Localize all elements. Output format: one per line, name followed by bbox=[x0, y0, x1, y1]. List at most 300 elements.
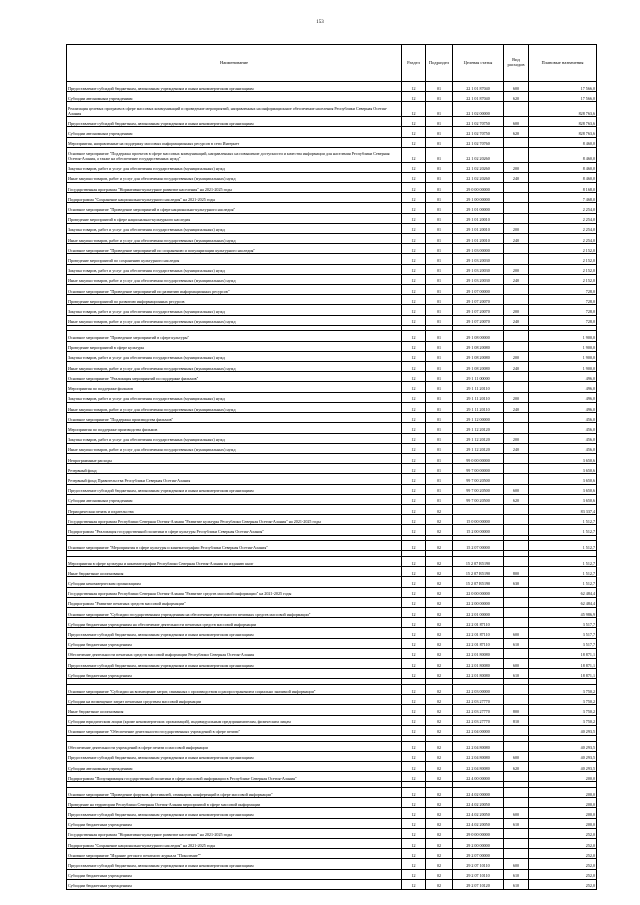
cell-section: 12 bbox=[402, 274, 426, 284]
cell-subsection: 01 bbox=[426, 285, 453, 295]
cell-name: Закупка товаров, работ и услуг для обеспечения государственных (муниципальных) нужд bbox=[67, 392, 402, 402]
cell-subsection: 02 bbox=[426, 762, 453, 772]
cell-target-article: 22 2 01 80080 bbox=[453, 658, 504, 668]
table-row bbox=[67, 127, 597, 137]
cell-section: 12 bbox=[402, 808, 426, 818]
cell-amount: 3 650,6 bbox=[529, 484, 597, 494]
cell-target-article: 29 1 01 20010 bbox=[453, 213, 504, 223]
cell-expense-type bbox=[504, 464, 529, 474]
cell-subsection: 02 bbox=[426, 741, 453, 751]
cell-target-article: 99 7 00 00000 bbox=[453, 464, 504, 474]
cell-section: 12 bbox=[402, 127, 426, 137]
table-row bbox=[67, 618, 597, 628]
cell-amount: 200,0 bbox=[529, 772, 597, 782]
cell-name: Субсидии автономным учреждениям bbox=[67, 127, 402, 137]
cell-expense-type bbox=[504, 413, 529, 423]
cell-amount: 1 900,0 bbox=[529, 362, 597, 372]
cell-subsection: 02 bbox=[426, 669, 453, 679]
cell-amount: 40 293,5 bbox=[529, 751, 597, 761]
cell-section: 12 bbox=[402, 117, 426, 127]
table-row bbox=[67, 285, 597, 295]
cell-name: Иные бюджетные ассигнования bbox=[67, 567, 402, 577]
cell-expense-type bbox=[504, 382, 529, 392]
table-row bbox=[67, 839, 597, 849]
cell-expense-type bbox=[504, 137, 529, 147]
cell-name: Закупка товаров, работ и услуг для обеспечения государственных (муниципальных) нужд bbox=[67, 223, 402, 233]
cell-amount: 1 900,0 bbox=[529, 341, 597, 351]
cell-target-article: 15 2 00 00000 bbox=[453, 525, 504, 535]
cell-name: Закупка товаров, работ и услуг для обеспечения государственных (муниципальных) нужд bbox=[67, 305, 402, 315]
cell-section: 12 bbox=[402, 443, 426, 453]
table-row bbox=[67, 305, 597, 315]
cell-expense-type bbox=[504, 515, 529, 525]
cell-amount: 17 566,0 bbox=[529, 92, 597, 102]
cell-amount: 2 152,0 bbox=[529, 264, 597, 274]
cell-target-article: 22 1 02 20260 bbox=[453, 162, 504, 172]
cell-section: 12 bbox=[402, 618, 426, 628]
cell-subsection: 01 bbox=[426, 305, 453, 315]
cell-subsection: 02 bbox=[426, 828, 453, 838]
cell-expense-type bbox=[504, 331, 529, 341]
table-row bbox=[67, 102, 597, 117]
table-row bbox=[67, 362, 597, 372]
table-row bbox=[67, 808, 597, 818]
cell-expense-type: 610 bbox=[504, 879, 529, 889]
cell-subsection: 01 bbox=[426, 137, 453, 147]
cell-target-article: 29 2 07 10110 bbox=[453, 859, 504, 869]
table-row bbox=[67, 556, 597, 566]
cell-expense-type: 200 bbox=[504, 162, 529, 172]
cell-name: Предоставление субсидий бюджетным, автономным учреждениям и иным некоммерческим организациям bbox=[67, 658, 402, 668]
table-row bbox=[67, 772, 597, 782]
cell-subsection: 02 bbox=[426, 504, 453, 514]
table-row bbox=[67, 264, 597, 274]
cell-name: Иные закупки товаров, работ и услуг для обеспечения государственных (муниципальных) нужд bbox=[67, 315, 402, 325]
cell-name: Иные закупки товаров, работ и услуг для обеспечения государственных (муниципальных) нужд bbox=[67, 443, 402, 453]
cell-name: Предоставление субсидий бюджетным, автономным учреждениям и иным некоммерческим организациям bbox=[67, 751, 402, 761]
cell-name: Государственная программа Республики Северная Осетия-Алания "Развитие средств массовой информации" на 2021-2025 годы bbox=[67, 587, 402, 597]
cell-amount: 200,0 bbox=[529, 808, 597, 818]
page-number: 153 bbox=[316, 20, 324, 25]
cell-target-article: 29 1 03 20030 bbox=[453, 264, 504, 274]
cell-target-article: 29 1 01 20010 bbox=[453, 234, 504, 244]
cell-subsection: 01 bbox=[426, 423, 453, 433]
cell-subsection: 02 bbox=[426, 859, 453, 869]
cell-target-article: 22 2 00 00000 bbox=[453, 597, 504, 607]
cell-subsection: 02 bbox=[426, 577, 453, 587]
cell-section: 12 bbox=[402, 725, 426, 735]
cell-target-article: 22 1 01 87040 bbox=[453, 92, 504, 102]
cell-target-article: 22 1 01 87040 bbox=[453, 82, 504, 92]
cell-name: Подпрограмма "Сохранение национально-культурного наследия" на 2021-2025 годы bbox=[67, 193, 402, 203]
cell-section: 12 bbox=[402, 413, 426, 423]
cell-name: Иные закупки товаров, работ и услуг для обеспечения государственных (муниципальных) нужд bbox=[67, 274, 402, 284]
cell-amount: 1 512,7 bbox=[529, 577, 597, 587]
cell-section: 12 bbox=[402, 762, 426, 772]
table-row bbox=[67, 669, 597, 679]
table-row bbox=[67, 577, 597, 587]
cell-amount: 40 293,5 bbox=[529, 725, 597, 735]
cell-subsection: 01 bbox=[426, 234, 453, 244]
table-row bbox=[67, 849, 597, 859]
cell-amount: 3 517,7 bbox=[529, 628, 597, 638]
cell-name: Закупка товаров, работ и услуг для обеспечения государственных (муниципальных) нужд bbox=[67, 433, 402, 443]
cell-target-article: 22 0 00 00000 bbox=[453, 587, 504, 597]
cell-name: Субсидии юридическим лицам (кроме некоммерческих организаций), индивидуальным предпринимателям, физическим лицам bbox=[67, 715, 402, 725]
cell-expense-type bbox=[504, 102, 529, 117]
cell-section: 12 bbox=[402, 695, 426, 705]
cell-target-article: 22 4 02 00000 bbox=[453, 788, 504, 798]
cell-expense-type: 630 bbox=[504, 577, 529, 587]
cell-amount: 17 566,0 bbox=[529, 82, 597, 92]
cell-name: Основное мероприятие "Проведение форумов, фестивалей, семинаров, конференций в сфере массовой информации" bbox=[67, 788, 402, 798]
cell-expense-type bbox=[504, 828, 529, 838]
cell-section: 12 bbox=[402, 234, 426, 244]
cell-name: Предоставление субсидий бюджетным, автономным учреждениям и иным некоммерческим организациям bbox=[67, 859, 402, 869]
cell-section: 12 bbox=[402, 515, 426, 525]
table-row bbox=[67, 541, 597, 551]
cell-amount: 8 168,0 bbox=[529, 183, 597, 193]
cell-expense-type bbox=[504, 839, 529, 849]
cell-name: Субсидии бюджетным учреждениям bbox=[67, 879, 402, 889]
cell-subsection: 01 bbox=[426, 484, 453, 494]
cell-expense-type bbox=[504, 648, 529, 658]
cell-section: 12 bbox=[402, 474, 426, 484]
cell-expense-type bbox=[504, 244, 529, 254]
table-row bbox=[67, 315, 597, 325]
table-row bbox=[67, 685, 597, 695]
table-row bbox=[67, 567, 597, 577]
cell-name: Иные закупки товаров, работ и услуг для обеспечения государственных (муниципальных) нужд bbox=[67, 402, 402, 412]
cell-target-article: 29 1 03 00000 bbox=[453, 244, 504, 254]
cell-subsection: 02 bbox=[426, 515, 453, 525]
table-row bbox=[67, 254, 597, 264]
cell-target-article: 15 2 07 R5190 bbox=[453, 556, 504, 566]
cell-expense-type bbox=[504, 372, 529, 382]
cell-target-article: 99 7 00 20500 bbox=[453, 494, 504, 504]
cell-expense-type: 240 bbox=[504, 315, 529, 325]
table-row bbox=[67, 193, 597, 203]
cell-name: Обеспечение деятельности печатных средств массовой информации Республики Северная Осетия-Алания bbox=[67, 648, 402, 658]
cell-amount: 200,0 bbox=[529, 798, 597, 808]
cell-target-article: 15 0 00 00000 bbox=[453, 515, 504, 525]
cell-subsection: 02 bbox=[426, 648, 453, 658]
cell-subsection: 02 bbox=[426, 849, 453, 859]
cell-section: 12 bbox=[402, 648, 426, 658]
cell-name: Субсидии на возмещение затрат печатным средствам массовой информации bbox=[67, 695, 402, 705]
table-header-row bbox=[67, 45, 597, 82]
cell-name: Подпрограмма "Популяризация государственной политики в сфере массовой информации в Республике Северная Осетия-Алания" bbox=[67, 772, 402, 782]
cell-amount: 728,0 bbox=[529, 295, 597, 305]
cell-subsection: 02 bbox=[426, 725, 453, 735]
cell-expense-type: 620 bbox=[504, 92, 529, 102]
cell-amount: 3 650,6 bbox=[529, 474, 597, 484]
cell-target-article bbox=[453, 504, 504, 514]
cell-name: Подпрограмма "Реализация государственной политики в сфере культуры Республики Северная Осетия-Алания" bbox=[67, 525, 402, 535]
cell-name: Периодическая печать и издательства bbox=[67, 504, 402, 514]
cell-subsection: 01 bbox=[426, 244, 453, 254]
cell-target-article: 29 2 00 00000 bbox=[453, 839, 504, 849]
cell-expense-type bbox=[504, 556, 529, 566]
cell-subsection: 01 bbox=[426, 127, 453, 137]
cell-subsection: 02 bbox=[426, 715, 453, 725]
cell-section: 12 bbox=[402, 147, 426, 162]
table-row bbox=[67, 515, 597, 525]
cell-name: Субсидии автономным учреждениям bbox=[67, 494, 402, 504]
cell-target-article: 22 1 02 70750 bbox=[453, 117, 504, 127]
cell-target-article: 22 2 03 27770 bbox=[453, 715, 504, 725]
cell-expense-type bbox=[504, 183, 529, 193]
cell-amount: 3 750,2 bbox=[529, 685, 597, 695]
cell-expense-type bbox=[504, 474, 529, 484]
cell-target-article: 22 1 02 20260 bbox=[453, 147, 504, 162]
cell-section: 12 bbox=[402, 331, 426, 341]
cell-expense-type: 620 bbox=[504, 127, 529, 137]
cell-amount: 456,0 bbox=[529, 433, 597, 443]
table-row bbox=[67, 295, 597, 305]
cell-name: Основное мероприятие "Поддержка проектов в сфере массовых коммуникаций, направленных на повышение доступности и качества информации для населения Республики Северная Осетия-Алания, а также на обеспечение государственных нужд" bbox=[67, 147, 402, 162]
cell-target-article: 29 2 07 00000 bbox=[453, 849, 504, 859]
cell-amount: 8 460,0 bbox=[529, 147, 597, 162]
budget-table bbox=[66, 44, 597, 890]
cell-subsection: 01 bbox=[426, 162, 453, 172]
cell-expense-type: 240 bbox=[504, 234, 529, 244]
cell-amount: 828 763,6 bbox=[529, 102, 597, 117]
cell-name: Основное мероприятие "Проведение мероприятий по сохранению и популяризации культурного наследия" bbox=[67, 244, 402, 254]
cell-name: Основное мероприятие "Мероприятия в сфере культуры и кинематографии Республики Северная Осетия-Алания" bbox=[67, 541, 402, 551]
cell-amount: 2 254,0 bbox=[529, 213, 597, 223]
cell-target-article: 22 2 01 80080 bbox=[453, 648, 504, 658]
cell-subsection: 01 bbox=[426, 213, 453, 223]
cell-amount: 40 293,5 bbox=[529, 762, 597, 772]
cell-name: Реализация целевых программ в сфере массовых коммуникаций и проведение мероприятий, направленных на информационное обеспечение населения Республики Северная Осетия-Алания bbox=[67, 102, 402, 117]
cell-section: 12 bbox=[402, 541, 426, 551]
table-row bbox=[67, 274, 597, 284]
table-row bbox=[67, 525, 597, 535]
cell-target-article: 29 0 00 00000 bbox=[453, 828, 504, 838]
cell-name: Закупка товаров, работ и услуг для обеспечения государственных (муниципальных) нужд bbox=[67, 162, 402, 172]
header-target-article: Целевая статья bbox=[453, 45, 504, 82]
cell-target-article: 29 1 01 00000 bbox=[453, 203, 504, 213]
cell-name: Основное мероприятие "Проведение мероприятий по развитию информационных ресурсов" bbox=[67, 285, 402, 295]
table-row bbox=[67, 818, 597, 828]
cell-name: Субсидии бюджетным учреждениям на обеспечение деятельности печатных средств массовой информации bbox=[67, 618, 402, 628]
table-row bbox=[67, 705, 597, 715]
cell-name: Иные бюджетные ассигнования bbox=[67, 705, 402, 715]
cell-expense-type bbox=[504, 772, 529, 782]
cell-expense-type bbox=[504, 147, 529, 162]
cell-expense-type: 240 bbox=[504, 172, 529, 182]
cell-target-article: 29 1 11 20110 bbox=[453, 392, 504, 402]
cell-subsection: 02 bbox=[426, 658, 453, 668]
cell-section: 12 bbox=[402, 305, 426, 315]
cell-subsection: 01 bbox=[426, 223, 453, 233]
cell-section: 12 bbox=[402, 504, 426, 514]
cell-subsection: 01 bbox=[426, 443, 453, 453]
cell-section: 12 bbox=[402, 315, 426, 325]
cell-subsection: 02 bbox=[426, 798, 453, 808]
cell-section: 12 bbox=[402, 244, 426, 254]
cell-expense-type bbox=[504, 849, 529, 859]
cell-expense-type: 200 bbox=[504, 433, 529, 443]
cell-expense-type bbox=[504, 203, 529, 213]
table-row bbox=[67, 751, 597, 761]
table-row bbox=[67, 392, 597, 402]
cell-amount: 3 650,6 bbox=[529, 494, 597, 504]
cell-subsection: 02 bbox=[426, 618, 453, 628]
cell-subsection: 01 bbox=[426, 433, 453, 443]
cell-expense-type: 600 bbox=[504, 484, 529, 494]
cell-section: 12 bbox=[402, 828, 426, 838]
cell-subsection: 01 bbox=[426, 402, 453, 412]
cell-amount: 496,0 bbox=[529, 382, 597, 392]
cell-name: Субсидии автономным учреждениям bbox=[67, 92, 402, 102]
cell-section: 12 bbox=[402, 685, 426, 695]
cell-subsection: 01 bbox=[426, 295, 453, 305]
cell-target-article: 29 1 03 20030 bbox=[453, 274, 504, 284]
cell-section: 12 bbox=[402, 382, 426, 392]
cell-amount: 18 871,1 bbox=[529, 669, 597, 679]
table-row bbox=[67, 223, 597, 233]
cell-subsection: 02 bbox=[426, 607, 453, 617]
cell-section: 12 bbox=[402, 849, 426, 859]
cell-section: 12 bbox=[402, 433, 426, 443]
cell-amount: 200,0 bbox=[529, 788, 597, 798]
cell-amount: 252,0 bbox=[529, 879, 597, 889]
cell-section: 12 bbox=[402, 788, 426, 798]
cell-expense-type: 610 bbox=[504, 669, 529, 679]
cell-name: Закупка товаров, работ и услуг для обеспечения государственных (муниципальных) нужд bbox=[67, 264, 402, 274]
cell-expense-type: 610 bbox=[504, 818, 529, 828]
cell-subsection: 01 bbox=[426, 274, 453, 284]
cell-target-article: 22 1 02 70750 bbox=[453, 127, 504, 137]
cell-expense-type: 610 bbox=[504, 869, 529, 879]
cell-target-article: 15 2 07 00000 bbox=[453, 541, 504, 551]
cell-amount: 728,0 bbox=[529, 315, 597, 325]
cell-subsection: 01 bbox=[426, 413, 453, 423]
cell-amount: 252,0 bbox=[529, 828, 597, 838]
table-row bbox=[67, 117, 597, 127]
cell-target-article: 29 1 12 20120 bbox=[453, 443, 504, 453]
cell-target-article: 29 0 00 00000 bbox=[453, 183, 504, 193]
table-row bbox=[67, 213, 597, 223]
table-row bbox=[67, 341, 597, 351]
table-row bbox=[67, 607, 597, 617]
cell-section: 12 bbox=[402, 772, 426, 782]
cell-expense-type bbox=[504, 741, 529, 751]
cell-subsection: 01 bbox=[426, 362, 453, 372]
table-row bbox=[67, 203, 597, 213]
cell-amount: 456,0 bbox=[529, 423, 597, 433]
cell-name: Подпрограмма "Сохранение национально-культурного наследия" на 2021-2025 годы bbox=[67, 839, 402, 849]
cell-target-article: 29 1 03 20030 bbox=[453, 254, 504, 264]
cell-expense-type: 800 bbox=[504, 705, 529, 715]
cell-expense-type: 620 bbox=[504, 494, 529, 504]
cell-name: Мероприятия по поддержке производства фильмов bbox=[67, 423, 402, 433]
cell-subsection: 01 bbox=[426, 264, 453, 274]
cell-expense-type bbox=[504, 525, 529, 535]
cell-name: Проведение на территории Республики Северная Осетия-Алания мероприятий в сфере массовой информации bbox=[67, 798, 402, 808]
table-row bbox=[67, 433, 597, 443]
cell-name: Основное мероприятие "Субсидии государственным учреждениям на обеспечение деятельности печатных средств массовой информации" bbox=[67, 607, 402, 617]
cell-expense-type: 620 bbox=[504, 762, 529, 772]
cell-amount: 1 512,7 bbox=[529, 541, 597, 551]
cell-expense-type: 200 bbox=[504, 392, 529, 402]
cell-target-article: 22 2 04 80080 bbox=[453, 741, 504, 751]
table-row bbox=[67, 372, 597, 382]
cell-subsection: 01 bbox=[426, 453, 453, 463]
table-row bbox=[67, 725, 597, 735]
cell-target-article: 29 1 08 20080 bbox=[453, 341, 504, 351]
cell-subsection: 01 bbox=[426, 372, 453, 382]
cell-amount: 3 517,7 bbox=[529, 638, 597, 648]
table-row bbox=[67, 695, 597, 705]
cell-target-article: 29 1 08 00000 bbox=[453, 331, 504, 341]
cell-amount: 3 750,2 bbox=[529, 695, 597, 705]
cell-section: 12 bbox=[402, 285, 426, 295]
cell-section: 12 bbox=[402, 658, 426, 668]
cell-amount: 828 763,6 bbox=[529, 117, 597, 127]
table-row bbox=[67, 443, 597, 453]
cell-name: Субсидии бюджетным учреждениям bbox=[67, 638, 402, 648]
cell-subsection: 01 bbox=[426, 331, 453, 341]
cell-expense-type bbox=[504, 193, 529, 203]
table-row bbox=[67, 597, 597, 607]
cell-target-article: 22 2 01 87110 bbox=[453, 618, 504, 628]
cell-name: Мероприятия в сфере культуры и кинематографии Республики Северная Осетия-Алания по изданию книг bbox=[67, 556, 402, 566]
cell-expense-type bbox=[504, 587, 529, 597]
table-row bbox=[67, 331, 597, 341]
cell-amount: 8 460,0 bbox=[529, 137, 597, 147]
cell-subsection: 01 bbox=[426, 183, 453, 193]
cell-target-article: 22 2 01 80080 bbox=[453, 669, 504, 679]
cell-section: 12 bbox=[402, 213, 426, 223]
cell-expense-type bbox=[504, 213, 529, 223]
cell-target-article: 22 2 03 27770 bbox=[453, 695, 504, 705]
cell-subsection: 02 bbox=[426, 751, 453, 761]
cell-subsection: 02 bbox=[426, 705, 453, 715]
cell-section: 12 bbox=[402, 82, 426, 92]
cell-amount: 83 337,4 bbox=[529, 504, 597, 514]
cell-name: Мероприятия, направленные на поддержку массовых информационных ресурсов в сети Интернет bbox=[67, 137, 402, 147]
cell-section: 12 bbox=[402, 839, 426, 849]
cell-subsection: 02 bbox=[426, 587, 453, 597]
cell-target-article: 29 1 11 20110 bbox=[453, 382, 504, 392]
table-row bbox=[67, 648, 597, 658]
cell-section: 12 bbox=[402, 183, 426, 193]
table-row bbox=[67, 464, 597, 474]
table-row bbox=[67, 869, 597, 879]
cell-expense-type bbox=[504, 788, 529, 798]
cell-amount: 2 254,0 bbox=[529, 223, 597, 233]
cell-name: Государственная программа "Нормативно-культурное развитие населения" на 2021-2025 годы bbox=[67, 183, 402, 193]
cell-expense-type bbox=[504, 285, 529, 295]
cell-target-article: 22 1 02 00000 bbox=[453, 102, 504, 117]
header-name: Наименование bbox=[67, 45, 402, 82]
cell-name: Основное мероприятие "Проведение мероприятий в сфере национально-культурного наследия" bbox=[67, 203, 402, 213]
cell-section: 12 bbox=[402, 464, 426, 474]
cell-amount: 252,0 bbox=[529, 869, 597, 879]
table-row bbox=[67, 828, 597, 838]
cell-expense-type: 240 bbox=[504, 274, 529, 284]
table-row bbox=[67, 234, 597, 244]
cell-expense-type: 240 bbox=[504, 402, 529, 412]
header-section: Раздел bbox=[402, 45, 426, 82]
cell-section: 12 bbox=[402, 392, 426, 402]
cell-name: Проведение мероприятий в сфере культуры bbox=[67, 341, 402, 351]
cell-target-article: 15 2 07 R5190 bbox=[453, 577, 504, 587]
cell-target-article: 22 2 03 00000 bbox=[453, 685, 504, 695]
